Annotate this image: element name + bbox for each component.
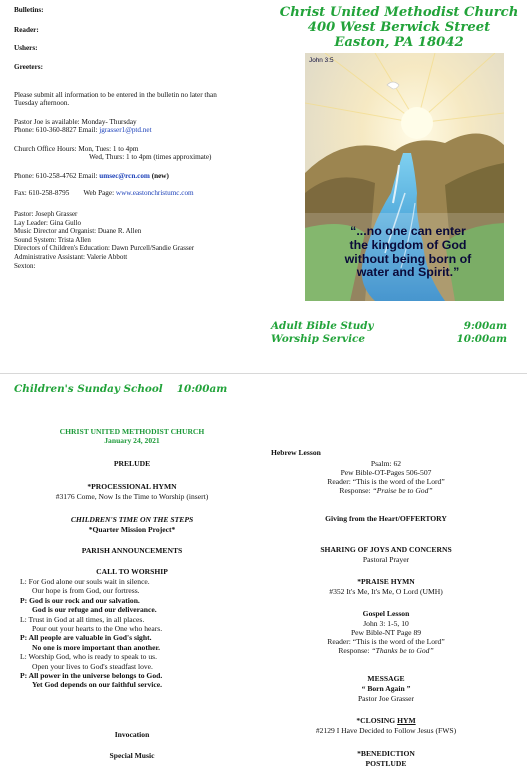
gospel-reference: John 3: 1-5, 10 bbox=[363, 619, 409, 628]
page-divider bbox=[0, 373, 527, 374]
processional-hymn-detail: #3176 Come, Now Is the Time to Worship (insert) bbox=[55, 492, 209, 501]
staff-sexton: Sexton: bbox=[14, 261, 36, 270]
litany-line-5: L: Trust in God at all times, in all places. bbox=[20, 614, 145, 624]
schedule-name-2: Worship Service bbox=[271, 333, 365, 345]
pastor-email-link[interactable]: jgrasser1@ptd.net bbox=[99, 126, 152, 134]
special-music: Special Music bbox=[109, 751, 155, 760]
call-to-worship: CALL TO WORSHIP bbox=[96, 567, 168, 576]
office-phone-line bbox=[14, 172, 169, 181]
closing-hymn-prefix: *CLOSING bbox=[356, 716, 398, 725]
litany-line-2: Our hope is from God, our fortress. bbox=[32, 586, 140, 596]
office-email-new: (new) bbox=[149, 172, 169, 180]
role-bulletins: Bulletins: bbox=[14, 6, 44, 14]
postlude: POSTLUDE bbox=[365, 759, 407, 768]
staff-pastor: Pastor: Joseph Grasser bbox=[14, 210, 78, 218]
staff-list bbox=[14, 210, 194, 270]
invocation: Invocation bbox=[114, 730, 150, 739]
closing-hymn-detail: #2129 I Have Decided to Follow Jesus (FWS) bbox=[315, 726, 457, 735]
litany-line-10: Open your lives to God's steadfast love. bbox=[32, 661, 153, 671]
church-name: Christ United Methodist Church bbox=[279, 5, 519, 20]
office-email-link[interactable]: umsec@rcn.com bbox=[99, 172, 150, 180]
response-ot-label: Response: bbox=[339, 486, 373, 495]
cover-quote-line-1: “...no one can enter bbox=[350, 224, 466, 238]
schedule-adult-bible-study bbox=[271, 320, 374, 346]
litany-line-7: P: All people are valuable in God's sight. bbox=[20, 633, 152, 643]
response-nt-text: “Thanks be to God” bbox=[371, 646, 434, 655]
fax-number: Fax: 610-258-8795 bbox=[14, 189, 70, 197]
gospel-lesson: Gospel Lesson bbox=[362, 609, 410, 618]
hebrew-lesson: Hebrew Lesson bbox=[271, 448, 321, 457]
psalm: Psalm: 62 bbox=[370, 459, 402, 468]
pastor-availability: Pastor Joe is available: Monday- Thursday bbox=[14, 118, 137, 126]
church-street: 400 West Berwick Street bbox=[307, 20, 491, 35]
web-label: Web Page: bbox=[83, 189, 116, 197]
submit-note-line-2: Tuesday afternoon. bbox=[14, 99, 70, 107]
schedule-time-3: 10:00am bbox=[176, 383, 228, 395]
cover-illustration bbox=[305, 53, 504, 301]
praise-hymn-detail: #352 It's Me, It's Me, O Lord (UMH) bbox=[329, 587, 443, 596]
joys-and-concerns: SHARING OF JOYS AND CONCERNS bbox=[320, 545, 452, 554]
litany-line-6: Pour out your hearts to the One who hears. bbox=[32, 624, 163, 634]
schedule-time-1: 9:00am bbox=[463, 320, 507, 332]
schedule-name-1: Adult Bible Study bbox=[271, 320, 374, 332]
bulletin-church-name: CHRIST UNITED METHODIST CHURCH bbox=[59, 427, 205, 436]
benediction: *BENEDICTION bbox=[357, 749, 415, 758]
pew-bible-ot: Pew Bible-OT-Pages 506-507 bbox=[340, 468, 432, 477]
pew-bible-nt: Pew Bible-NT Page 89 bbox=[350, 628, 422, 637]
closing-hymn bbox=[271, 716, 501, 725]
office-hours-line-1: Church Office Hours: Mon, Tues: 1 to 4pm bbox=[14, 145, 139, 153]
staff-childrens-ed: Directors of Children's Education: Dawn Purcell/Sandie Grasser bbox=[14, 244, 195, 253]
role-greeters: Greeters: bbox=[14, 63, 43, 71]
litany-line-11: P: All power in the universe belongs to God. bbox=[20, 671, 163, 681]
staff-admin: Administrative Assistant: Valerie Abbott bbox=[14, 252, 128, 261]
pastoral-prayer: Pastoral Prayer bbox=[362, 555, 410, 564]
cover-quote-line-4: water and Spirit.” bbox=[356, 265, 460, 280]
church-city: Easton, PA 18042 bbox=[334, 35, 464, 50]
praise-hymn: *PRAISE HYMN bbox=[357, 577, 415, 586]
schedule-childrens-sunday-school bbox=[14, 383, 227, 396]
message-heading: MESSAGE bbox=[367, 674, 405, 683]
litany-line-4: God is our refuge and our deliverance. bbox=[32, 605, 157, 615]
cover-verse-ref: John 3:5 bbox=[309, 57, 334, 64]
response-ot bbox=[271, 486, 501, 495]
staff-sound: Sound System: Trista Allen bbox=[14, 235, 91, 244]
litany-line-3: P: God is our rock and our salvation. bbox=[20, 595, 140, 605]
response-nt bbox=[271, 646, 501, 655]
closing-hymn-word: HYM bbox=[397, 716, 416, 725]
litany-line-1: L: For God alone our souls wait in silence. bbox=[20, 577, 150, 586]
schedule-time-2: 10:00am bbox=[456, 333, 507, 345]
web-link[interactable]: www.eastonchristumc.com bbox=[115, 189, 194, 197]
cover-quote-line-3: without being born of bbox=[344, 251, 472, 266]
litany-line-9: L: Worship God, who is ready to speak to us. bbox=[20, 652, 157, 662]
prelude: PRELUDE bbox=[113, 459, 151, 468]
church-header bbox=[270, 5, 527, 50]
office-hours-line-2: Wed, Thurs: 1 to 4pm (times approximate) bbox=[89, 153, 212, 161]
processional-hymn: *PROCESSIONAL HYMN bbox=[87, 482, 177, 491]
giving-offertory: Giving from the Heart/OFFERTORY bbox=[325, 514, 447, 523]
role-reader: Reader: bbox=[14, 26, 39, 34]
bulletin-date: January 24, 2021 bbox=[104, 436, 160, 445]
cover-quote bbox=[315, 225, 501, 280]
fax-line bbox=[14, 189, 194, 198]
role-ushers: Ushers: bbox=[14, 44, 38, 52]
bulletin-back-page bbox=[0, 0, 527, 372]
office-phone: Phone: 610-258-4762 Email: bbox=[14, 172, 100, 180]
response-nt-label: Response: bbox=[338, 646, 372, 655]
message-preacher: Pastor Joe Grasser bbox=[357, 694, 415, 703]
pastor-phone: Phone: 610-360-8827 Email: bbox=[14, 126, 100, 134]
submit-note-line-1: Please submit all information to be entered in the bulletin no later than bbox=[14, 91, 217, 99]
staff-music-director: Music Director and Organist: Duane R. Allen bbox=[14, 227, 142, 236]
parish-announcements: PARISH ANNOUNCEMENTS bbox=[81, 546, 183, 555]
litany-line-8: No one is more important than another. bbox=[32, 642, 161, 652]
message-title: “ Born Again ” bbox=[361, 684, 411, 693]
reader-nt: Reader: “This is the word of the Lord” bbox=[327, 637, 445, 646]
call-to-worship-litany bbox=[20, 577, 162, 690]
reader-ot: Reader: “This is the word of the Lord” bbox=[327, 477, 445, 486]
schedule-times bbox=[430, 320, 507, 346]
pastor-phone-line bbox=[14, 126, 152, 135]
quarter-mission: *Quarter Mission Project* bbox=[88, 525, 176, 534]
schedule-name-3: Children's Sunday School bbox=[14, 383, 163, 395]
childrens-time: CHILDREN'S TIME ON THE STEPS bbox=[70, 515, 194, 524]
litany-line-12: Yet God depends on our faithful service. bbox=[32, 680, 163, 690]
response-ot-text: “Praise be to God” bbox=[372, 486, 433, 495]
staff-lay-leader: Lay Leader: Gina Gullo bbox=[14, 218, 82, 227]
cover-quote-line-2: the kingdom of God bbox=[349, 237, 467, 252]
